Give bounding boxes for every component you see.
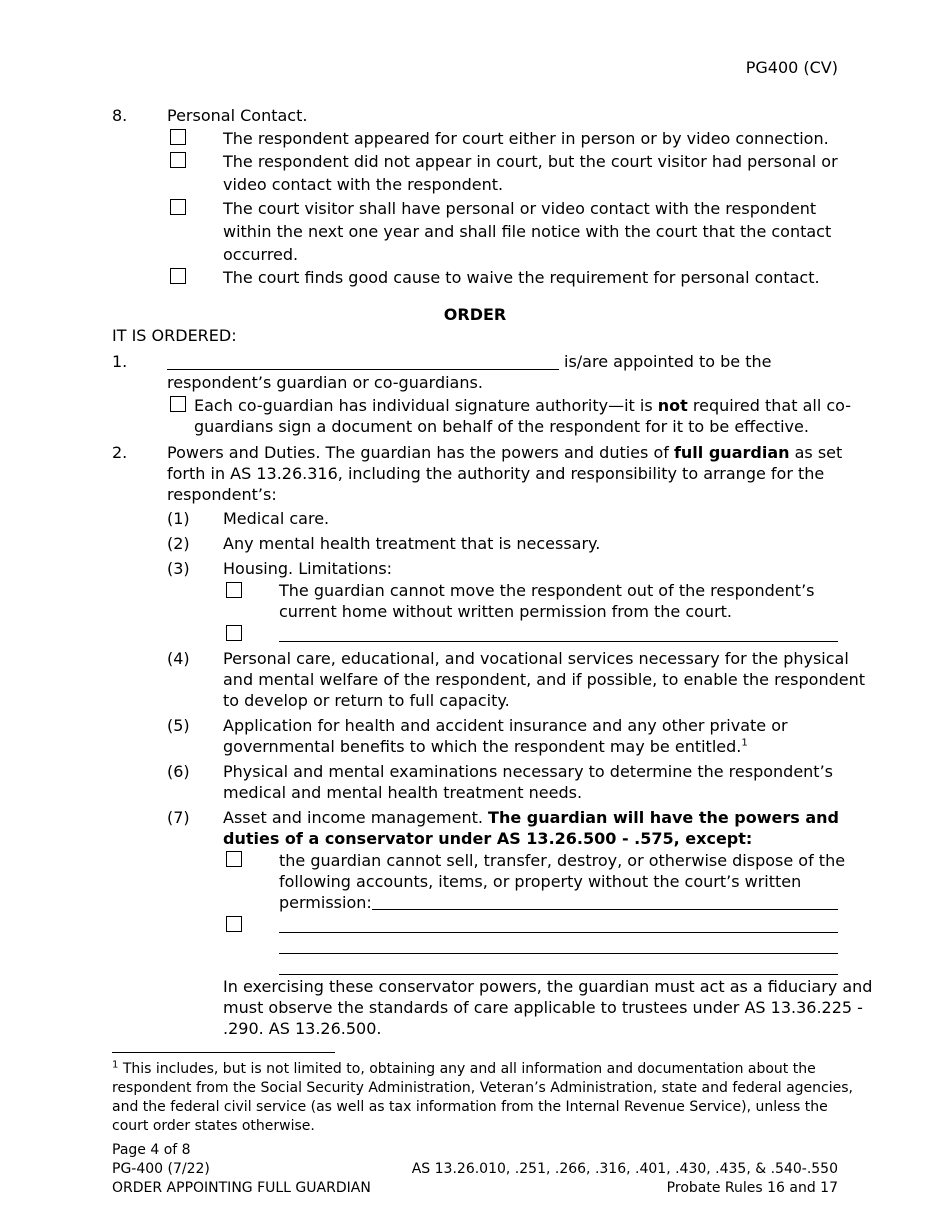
item-2-line-1: Powers and Duties. The guardian has the powers and duties of full guardian as set	[167, 443, 843, 462]
footnote-l4: court order states otherwise.	[112, 1118, 315, 1134]
sub-2-number: (2)	[167, 534, 190, 553]
item-1-number: 1.	[112, 352, 128, 371]
sub-7-l1: Asset and income management. The guardian will have the powers and	[223, 808, 840, 827]
option-appeared-in-court: The respondent appeared for court either in person or by video connection.	[223, 129, 829, 148]
sub-5-l1: Application for health and accident insurance and any other private or	[223, 716, 788, 735]
housing-limit-l1: The guardian cannot move the respondent out of the respondent’s	[279, 581, 815, 600]
sub-4-l2: and mental welfare of the respondent, and if possible, to enable the respondent	[223, 670, 866, 689]
statute-references: AS 13.26.010, .251, .266, .316, .401, .430, .435, & .540-.550	[411, 1161, 838, 1177]
sub-5-number: (5)	[167, 716, 190, 735]
option-future-contact-l2: within the next one year and shall file notice with the court that the contact	[223, 222, 832, 241]
fiduciary-para-l2: must observe the standards of care applicable to trustees under AS 13.36.225 -	[223, 998, 863, 1017]
sub-6-number: (6)	[167, 762, 190, 781]
sub-4-number: (4)	[167, 649, 190, 668]
fiduciary-para-l1: In exercising these conservator powers, the guardian must act as a fiduciary and	[223, 977, 873, 996]
footnote-l2: respondent from the Social Security Administration, Veteran’s Administration, state and federal agencies,	[112, 1080, 853, 1096]
probate-rules: Probate Rules 16 and 17	[666, 1180, 838, 1196]
sub-7-l2: duties of a conservator under AS 13.26.500 - .575, except:	[223, 829, 753, 848]
sub-4-l3: to develop or return to full capacity.	[223, 691, 510, 710]
footnote-separator	[112, 1052, 335, 1053]
option-visitor-contact-l2: video contact with the respondent.	[223, 175, 504, 194]
sub-1-number: (1)	[167, 509, 190, 528]
checkbox-individual-signature[interactable]	[170, 396, 186, 412]
item-2-line-2: forth in AS 13.26.316, including the authority and responsibility to arrange for the	[167, 464, 825, 483]
housing-other-field[interactable]	[279, 641, 838, 642]
guardian-name-field[interactable]	[167, 369, 559, 370]
form-code: PG400 (CV)	[745, 58, 838, 77]
checkbox-asset-other[interactable]	[226, 916, 242, 932]
sub-5-l2: governmental benefits to which the respondent may be entitled.$^1$	[223, 737, 748, 756]
permission-items-field[interactable]	[372, 909, 838, 910]
co-guardian-option-l1: Each co-guardian has individual signature authority—it is not required that all co-	[194, 396, 852, 415]
co-guardian-option-l2: guardians sign a document on behalf of the respondent for it to be effective.	[194, 417, 809, 436]
asset-other-field-1[interactable]	[279, 932, 838, 933]
form-id: PG-400 (7/22)	[112, 1161, 210, 1177]
checkbox-asset-restriction[interactable]	[226, 851, 242, 867]
sub-1-text: Medical care.	[223, 509, 330, 528]
sub-2-text: Any mental health treatment that is necessary.	[223, 534, 601, 553]
asset-restriction-l1: the guardian cannot sell, transfer, destroy, or otherwise dispose of the	[279, 851, 846, 870]
item-1-tail: is/are appointed to be the	[564, 352, 772, 371]
option-future-contact-l1: The court visitor shall have personal or video contact with the respondent	[223, 199, 817, 218]
sub-3-text: Housing. Limitations:	[223, 559, 393, 578]
option-waive-contact: The court finds good cause to waive the requirement for personal contact.	[223, 268, 820, 287]
sub-4-l1: Personal care, educational, and vocational services necessary for the physical	[223, 649, 849, 668]
sub-6-l2: medical and mental health treatment needs.	[223, 783, 583, 802]
page-number: Page 4 of 8	[112, 1142, 191, 1158]
checkbox-future-contact[interactable]	[170, 199, 186, 215]
option-visitor-contact-l1: The respondent did not appear in court, but the court visitor had personal or	[223, 152, 838, 171]
checkbox-waive-contact[interactable]	[170, 268, 186, 284]
order-intro: IT IS ORDERED:	[112, 326, 237, 345]
checkbox-visitor-contact[interactable]	[170, 152, 186, 168]
option-future-contact-l3: occurred.	[223, 245, 299, 264]
form-title: ORDER APPOINTING FULL GUARDIAN	[112, 1180, 371, 1196]
checkbox-housing-other[interactable]	[226, 625, 242, 641]
footnote-l3: and the federal civil service (as well as tax information from the Internal Revenue Service), unless the	[112, 1099, 828, 1115]
order-heading: ORDER	[443, 305, 507, 324]
sub-7-number: (7)	[167, 808, 190, 827]
asset-restriction-l3: permission:	[279, 893, 372, 912]
asset-other-field-2[interactable]	[279, 953, 838, 954]
item-1-line-2: respondent’s guardian or co-guardians.	[167, 373, 483, 392]
fiduciary-para-l3: .290. AS 13.26.500.	[223, 1019, 382, 1038]
footnote-ref: 1	[741, 737, 748, 749]
item-2-number: 2.	[112, 443, 128, 462]
section-8-number: 8.	[112, 106, 128, 125]
item-2-line-3: respondent’s:	[167, 485, 277, 504]
checkbox-appeared-in-court[interactable]	[170, 129, 186, 145]
checkbox-housing-limit[interactable]	[226, 582, 242, 598]
sub-3-number: (3)	[167, 559, 190, 578]
section-8-title: Personal Contact.	[167, 106, 308, 125]
asset-restriction-l2: following accounts, items, or property without the court’s written	[279, 872, 802, 891]
asset-other-field-3[interactable]	[279, 974, 838, 975]
footnote-l1: $^1$ This includes, but is not limited to, obtaining any and all information and documentation about the	[112, 1059, 816, 1077]
housing-limit-l2: current home without written permission from the court.	[279, 602, 732, 621]
sub-6-l1: Physical and mental examinations necessary to determine the respondent’s	[223, 762, 833, 781]
